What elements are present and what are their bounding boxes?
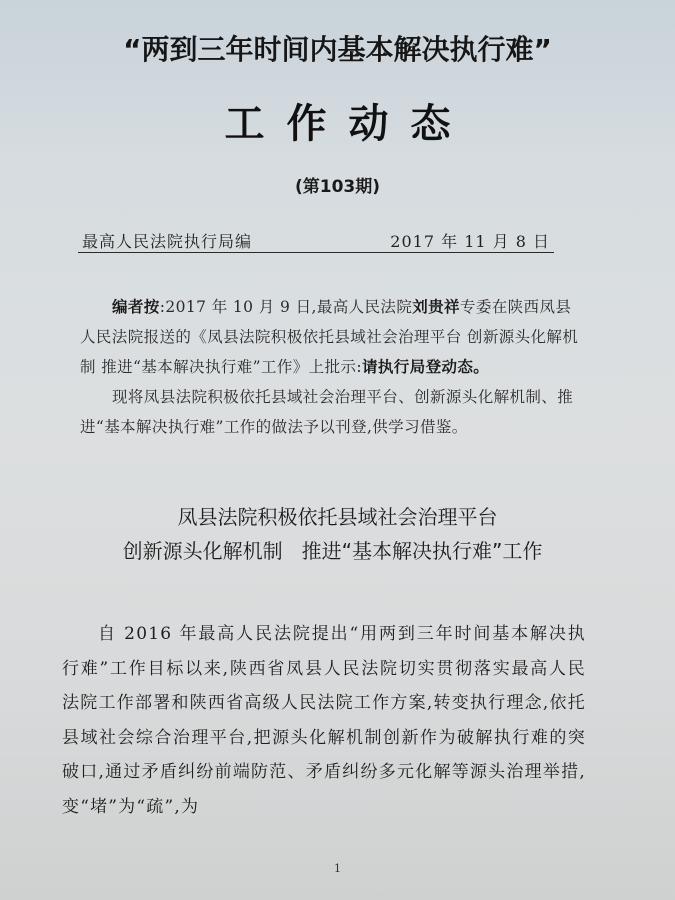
editor-note-label: 编者按 (112, 298, 160, 316)
editor-line (78, 226, 554, 253)
publish-date: 2017 年 11 月 8 日 (390, 232, 550, 251)
editor-note-paragraph-2: 现将凤县法院积极依托县域社会治理平台、创新源头化解机制、推进“基本解决执行难”工作的做法予以刊登,供学习借鉴。 (80, 388, 574, 436)
page-number: 1 (334, 862, 341, 875)
editor-note-paragraph-1 (80, 292, 580, 382)
issue-number: (第103期) (294, 177, 381, 197)
bulletin-name: 工作动态 (224, 100, 473, 147)
article-body (62, 617, 586, 824)
editor-note-text-a: :2017 年 10 月 9 日,最高人民法院 (159, 298, 413, 316)
article-title-line-2: 创新源头化解机制 推进“基本解决执行难”工作 (122, 539, 543, 563)
article-title-line-1: 凤县法院积极依托县域社会治理平台 (177, 505, 498, 529)
article-body-paragraph: 自 2016 年最高人民法院提出“用两到三年时间基本解决执行难”工作目标以来,陕西省凤县人民法院切实贯彻落实最高人民法院工作部署和陕西省高级人民法院工作方案,转变执行理念,依托县域社会综合治理平台,把源头化解机制创新作为破解执行难的突破口,通过矛盾纠纷前端防范、矛盾纠纷多元化解等源头治理举措,变“堵”为“疏”,为 (62, 624, 586, 817)
editor-org: 最高人民法院执行局编 (82, 232, 253, 251)
article-title (0, 500, 675, 568)
editor-note-person: 刘贵祥 (412, 298, 460, 316)
document-header-title: “两到三年时间内基本解决执行难” (123, 33, 552, 66)
editor-note-text-b: 专委在陕西凤县人民法院报送的《凤县法院积极依托县域社会治理平台 创新源头化解机制 推进“基本解决执行难”工作》上批示: (80, 298, 579, 376)
editor-note (80, 292, 580, 442)
editor-note-instruction: 请执行局登动态。 (362, 358, 490, 376)
